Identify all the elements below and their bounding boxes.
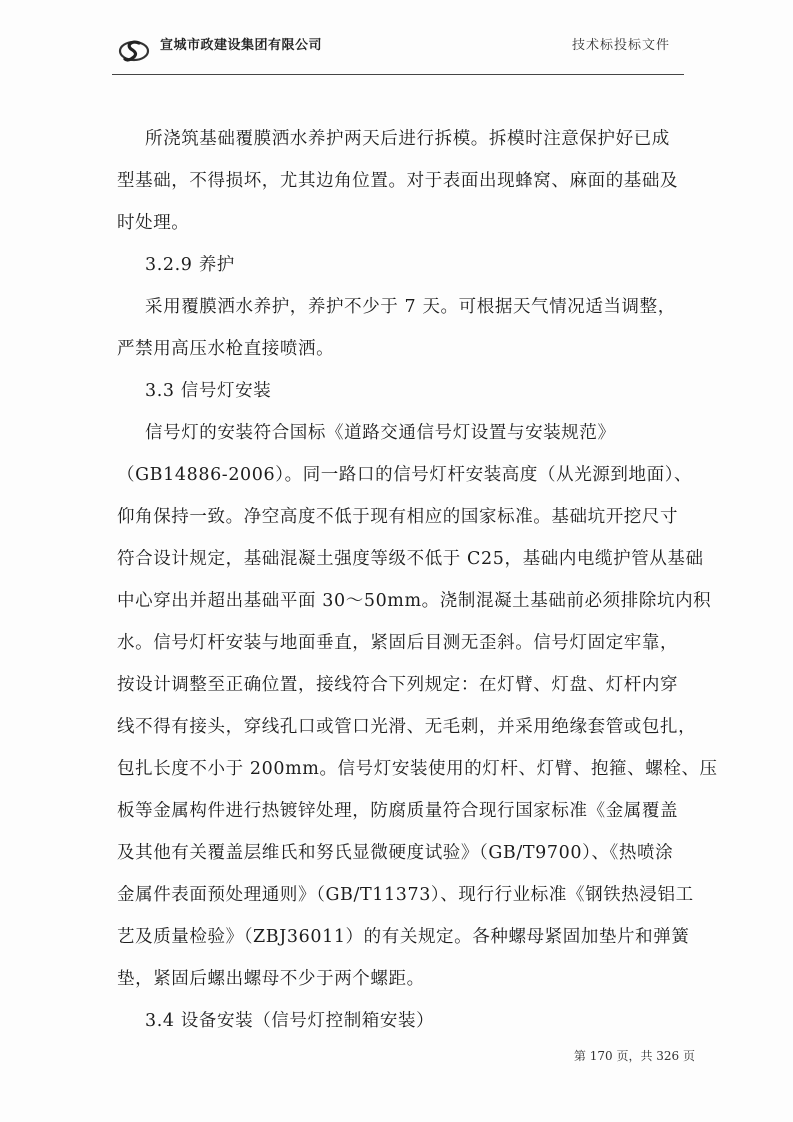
paragraph-line: 水。信号灯杆安装与地面垂直，紧固后目测无歪斜。信号灯固定牢靠，: [117, 633, 679, 653]
header-divider: [112, 74, 684, 75]
paragraph-line: 及其他有关覆盖层维氏和努氏显微硬度试验》（GB/T9700）、《热喷涂: [117, 843, 674, 863]
paragraph-line: 所浇筑基础覆膜洒水养护两天后进行拆模。拆模时注意保护好已成: [145, 129, 670, 149]
paragraph-line: 板等金属构件进行热镀锌处理，防腐质量符合现行国家标准《金属覆盖: [117, 801, 679, 821]
company-logo-icon: [118, 36, 150, 66]
paragraph-line: 型基础，不得损坏，尤其边角位置。对于表面出现蜂窝、麻面的基础及: [117, 171, 679, 191]
section-heading: 3.4 设备安装（信号灯控制箱安装）: [145, 1011, 435, 1031]
paragraph-line: 金属件表面预处理通则》（GB/T11373）、现行行业标准《钢铁热浸铝工: [117, 885, 694, 905]
paragraph-line: 符合设计规定，基础混凝土强度等级不低于 C25，基础内电缆护管从基础: [117, 549, 704, 569]
paragraph-line: 信号灯的安装符合国标《道路交通信号灯设置与安装规范》: [145, 423, 616, 443]
paragraph-line: 包扎长度不小于 200mm。信号灯安装使用的灯杆、灯臂、抱箍、螺栓、压: [117, 759, 718, 779]
paragraph-line: 采用覆膜洒水养护，养护不少于 7 天。可根据天气情况适当调整，: [145, 297, 676, 317]
paragraph-line: 艺及质量检验》（ZBJ36011）的有关规定。各种螺母紧固加垫片和弹簧: [117, 927, 690, 947]
page-number: 第 170 页，共 326 页: [573, 1049, 695, 1063]
paragraph-line: 按设计调整至正确位置，接线符合下列规定：在灯臂、灯盘、灯杆内穿: [117, 675, 679, 695]
paragraph-line: 仰角保持一致。净空高度不低于现有相应的国家标准。基础坑开挖尺寸: [117, 507, 679, 527]
document-type: 技术标投标文件: [571, 38, 670, 53]
page-header: [112, 24, 684, 74]
paragraph-line: 时处理。: [117, 213, 190, 233]
paragraph-line: （GB14886-2006）。同一路口的信号灯杆安装高度（从光源到地面）、: [117, 465, 693, 485]
paragraph-line: 线不得有接头，穿线孔口或管口光滑、无毛刺，并采用绝缘套管或包扎，: [117, 717, 697, 737]
section-heading: 3.2.9 养护: [145, 255, 235, 275]
paragraph-line: 中心穿出并超出基础平面 30～50mm。浇制混凝土基础前必须排除坑内积: [117, 591, 712, 611]
paragraph-line: 严禁用高压水枪直接喷洒。: [117, 339, 335, 359]
company-name: 宣城市政建设集团有限公司: [160, 38, 323, 53]
paragraph-line: 垫，紧固后螺出螺母不少于两个螺距。: [117, 969, 425, 989]
section-heading: 3.3 信号灯安装: [145, 381, 272, 401]
